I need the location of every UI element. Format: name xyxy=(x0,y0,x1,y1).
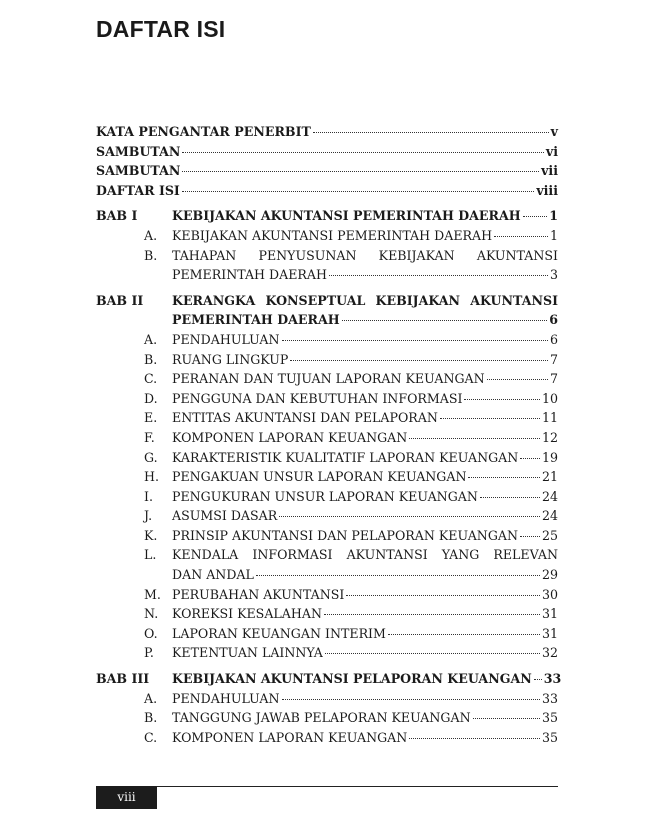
item-label: TANGGUNG JAWAB PELAPORAN KEUANGAN xyxy=(172,710,471,726)
item-page: 30 xyxy=(541,586,558,602)
dot-leader xyxy=(487,379,548,380)
word: KERANGKA xyxy=(172,292,256,308)
item-page: 24 xyxy=(541,508,558,524)
toc-item[interactable] xyxy=(96,450,558,470)
toc-chapter-2[interactable] xyxy=(96,293,558,313)
word: AKUNTANSI xyxy=(470,292,558,308)
item-letter: J. xyxy=(144,508,153,524)
item-page: 7 xyxy=(549,371,558,387)
item-letter: B. xyxy=(144,351,158,367)
item-letter: M. xyxy=(144,586,161,602)
item-page: 19 xyxy=(541,449,558,465)
dot-leader xyxy=(409,738,540,739)
item-page: 24 xyxy=(541,488,558,504)
toc-entry[interactable] xyxy=(96,163,558,183)
item-label: PRINSIP AKUNTANSI DAN PELAPORAN KEUANGAN xyxy=(172,527,519,543)
toc-item[interactable] xyxy=(96,489,558,509)
toc-item[interactable] xyxy=(96,469,558,489)
item-page: 25 xyxy=(541,527,558,543)
item-page: 31 xyxy=(541,625,558,641)
item-letter: A. xyxy=(144,690,158,706)
item-page: 32 xyxy=(541,645,558,661)
toc-item[interactable] xyxy=(96,352,558,372)
chapter-number: BAB I xyxy=(96,208,138,224)
chapter-page: 33 xyxy=(543,671,562,687)
toc-item[interactable] xyxy=(96,371,558,391)
toc-item[interactable] xyxy=(96,587,558,607)
item-letter: C. xyxy=(144,371,158,387)
chapter-title-line1 xyxy=(172,293,558,308)
item-page: 1 xyxy=(549,227,558,243)
dot-leader xyxy=(182,191,535,192)
dot-leader xyxy=(480,497,540,498)
toc-item[interactable] xyxy=(96,626,558,646)
chapter-page: 1 xyxy=(549,208,558,224)
item-label-line1 xyxy=(172,248,558,263)
toc-item[interactable] xyxy=(96,430,558,450)
table-of-contents xyxy=(96,124,562,749)
toc-item[interactable] xyxy=(96,508,558,528)
toc-item[interactable] xyxy=(96,248,558,268)
item-label: ENTITAS AKUNTANSI DAN PELAPORAN xyxy=(172,410,438,426)
dot-leader xyxy=(520,536,540,537)
item-label-line2: PEMERINTAH DAERAH xyxy=(172,267,327,283)
dot-leader xyxy=(494,236,548,237)
item-letter: C. xyxy=(144,729,158,745)
item-letter: N. xyxy=(144,606,159,622)
toc-item[interactable] xyxy=(96,606,558,626)
item-label: RUANG LINGKUP xyxy=(172,351,289,367)
dot-leader xyxy=(473,718,540,719)
toc-chapter-2-continued[interactable] xyxy=(96,312,558,332)
item-label: PENGUKURAN UNSUR LAPORAN KEUANGAN xyxy=(172,488,478,504)
item-label: PERUBAHAN AKUNTANSI xyxy=(172,586,345,602)
toc-chapter-3[interactable] xyxy=(96,671,562,691)
chapter-title: KEBIJAKAN AKUNTANSI PELAPORAN KEUANGAN xyxy=(172,671,532,687)
word: TAHAPAN xyxy=(172,247,237,263)
item-letter: P. xyxy=(144,645,154,661)
dot-leader xyxy=(325,653,540,654)
item-label: KOREKSI KESALAHAN xyxy=(172,606,322,622)
toc-entry[interactable] xyxy=(96,124,558,144)
word: KEBIJAKAN xyxy=(378,247,455,263)
chapter-page: 6 xyxy=(549,312,558,328)
toc-item[interactable] xyxy=(96,645,558,665)
word: AKUNTANSI xyxy=(476,247,558,263)
item-label: LAPORAN KEUANGAN INTERIM xyxy=(172,625,386,641)
item-letter: O. xyxy=(144,625,158,641)
dot-leader xyxy=(279,516,540,517)
toc-entry-page: vii xyxy=(541,163,558,179)
toc-entry-page: vi xyxy=(545,143,558,159)
dot-leader xyxy=(182,171,539,172)
item-page: 35 xyxy=(541,710,558,726)
item-page: 31 xyxy=(541,606,558,622)
item-label: KETENTUAN LAINNYA xyxy=(172,645,323,661)
toc-item[interactable] xyxy=(96,410,558,430)
toc-item[interactable] xyxy=(96,710,558,730)
toc-item-continued[interactable] xyxy=(96,267,558,287)
dot-leader xyxy=(342,320,548,321)
dot-leader xyxy=(388,634,540,635)
word: RELEVAN xyxy=(493,547,558,563)
item-page: 29 xyxy=(541,567,558,583)
toc-item[interactable] xyxy=(96,332,558,352)
word: AKUNTANSI xyxy=(346,547,428,563)
item-label: KARAKTERISTIK KUALITATIF LAPORAN KEUANGAN xyxy=(172,449,519,465)
dot-leader xyxy=(346,595,540,596)
toc-entry[interactable] xyxy=(96,144,558,164)
item-label-line1 xyxy=(172,547,558,562)
item-label: ASUMSI DASAR xyxy=(172,508,278,524)
item-letter: A. xyxy=(144,331,158,347)
item-page: 7 xyxy=(549,351,558,367)
word: KONSEPTUAL xyxy=(265,292,366,308)
item-letter: A. xyxy=(144,227,158,243)
word: KENDALA xyxy=(172,547,239,563)
toc-entry-label: SAMBUTAN xyxy=(96,163,181,179)
dot-leader xyxy=(324,614,540,615)
dot-leader xyxy=(290,360,548,361)
toc-item[interactable] xyxy=(96,730,558,750)
dot-leader xyxy=(534,679,542,680)
dot-leader xyxy=(468,477,539,478)
word: YANG xyxy=(441,547,480,563)
dot-leader xyxy=(464,399,540,400)
word: PENYUSUNAN xyxy=(258,247,357,263)
item-label: KOMPONEN LAPORAN KEUANGAN xyxy=(172,429,408,445)
dot-leader xyxy=(523,216,548,217)
word: KEBIJAKAN xyxy=(375,292,461,308)
item-letter: L. xyxy=(144,547,157,563)
toc-chapter-1[interactable] xyxy=(96,208,558,228)
item-label-line2: DAN ANDAL xyxy=(172,567,254,583)
item-page: 10 xyxy=(541,390,558,406)
toc-item[interactable] xyxy=(96,547,558,567)
toc-entry-label: SAMBUTAN xyxy=(96,143,181,159)
footer-page-number: viii xyxy=(96,786,157,809)
item-label: KEBIJAKAN AKUNTANSI PEMERINTAH DAERAH xyxy=(172,227,493,243)
toc-entry-label: KATA PENGANTAR PENERBIT xyxy=(96,124,311,139)
dot-leader xyxy=(440,418,540,419)
item-page: 3 xyxy=(549,267,558,283)
item-label: KOMPONEN LAPORAN KEUANGAN xyxy=(172,729,408,745)
item-page: 6 xyxy=(549,331,558,347)
toc-entry-page: viii xyxy=(536,182,558,198)
item-letter: B. xyxy=(144,247,158,263)
toc-entry[interactable] xyxy=(96,183,558,203)
footer-rule xyxy=(96,786,558,787)
dot-leader xyxy=(256,575,540,576)
item-label: PERANAN DAN TUJUAN LAPORAN KEUANGAN xyxy=(172,371,485,387)
chapter-number: BAB III xyxy=(96,671,150,687)
toc-item[interactable] xyxy=(96,691,558,711)
dot-leader xyxy=(182,152,543,153)
item-letter: H. xyxy=(144,469,159,485)
dot-leader xyxy=(313,132,549,133)
item-letter: D. xyxy=(144,390,158,406)
chapter-title: KEBIJAKAN AKUNTANSI PEMERINTAH DAERAH xyxy=(172,208,521,224)
item-page: 12 xyxy=(541,429,558,445)
item-page: 11 xyxy=(541,410,558,426)
item-letter: E. xyxy=(144,410,158,426)
page-title: DAFTAR ISI xyxy=(96,16,226,42)
dot-leader xyxy=(520,458,540,459)
dot-leader xyxy=(282,340,548,341)
dot-leader xyxy=(409,438,540,439)
chapter-title-line2: PEMERINTAH DAERAH xyxy=(172,312,340,328)
dot-leader xyxy=(282,699,540,700)
item-letter: B. xyxy=(144,710,158,726)
item-page: 21 xyxy=(541,469,558,485)
item-label: PENGAKUAN UNSUR LAPORAN KEUANGAN xyxy=(172,469,467,485)
item-page: 35 xyxy=(541,729,558,745)
toc-entry-label: DAFTAR ISI xyxy=(96,182,180,198)
item-page: 33 xyxy=(541,690,558,706)
item-label: PENDAHULUAN xyxy=(172,690,280,706)
item-letter: K. xyxy=(144,527,158,543)
toc-item[interactable] xyxy=(96,228,558,248)
item-label: PENDAHULUAN xyxy=(172,331,280,347)
toc-item-continued[interactable] xyxy=(96,567,558,587)
toc-item[interactable] xyxy=(96,391,558,411)
chapter-number: BAB II xyxy=(96,292,144,308)
item-letter: I. xyxy=(144,488,153,504)
toc-item[interactable] xyxy=(96,528,558,548)
toc-entry-page: v xyxy=(550,124,558,139)
dot-leader xyxy=(329,275,548,276)
item-label: PENGGUNA DAN KEBUTUHAN INFORMASI xyxy=(172,390,463,406)
word: INFORMASI xyxy=(252,547,333,563)
item-letter: G. xyxy=(144,449,158,465)
item-letter: F. xyxy=(144,429,155,445)
